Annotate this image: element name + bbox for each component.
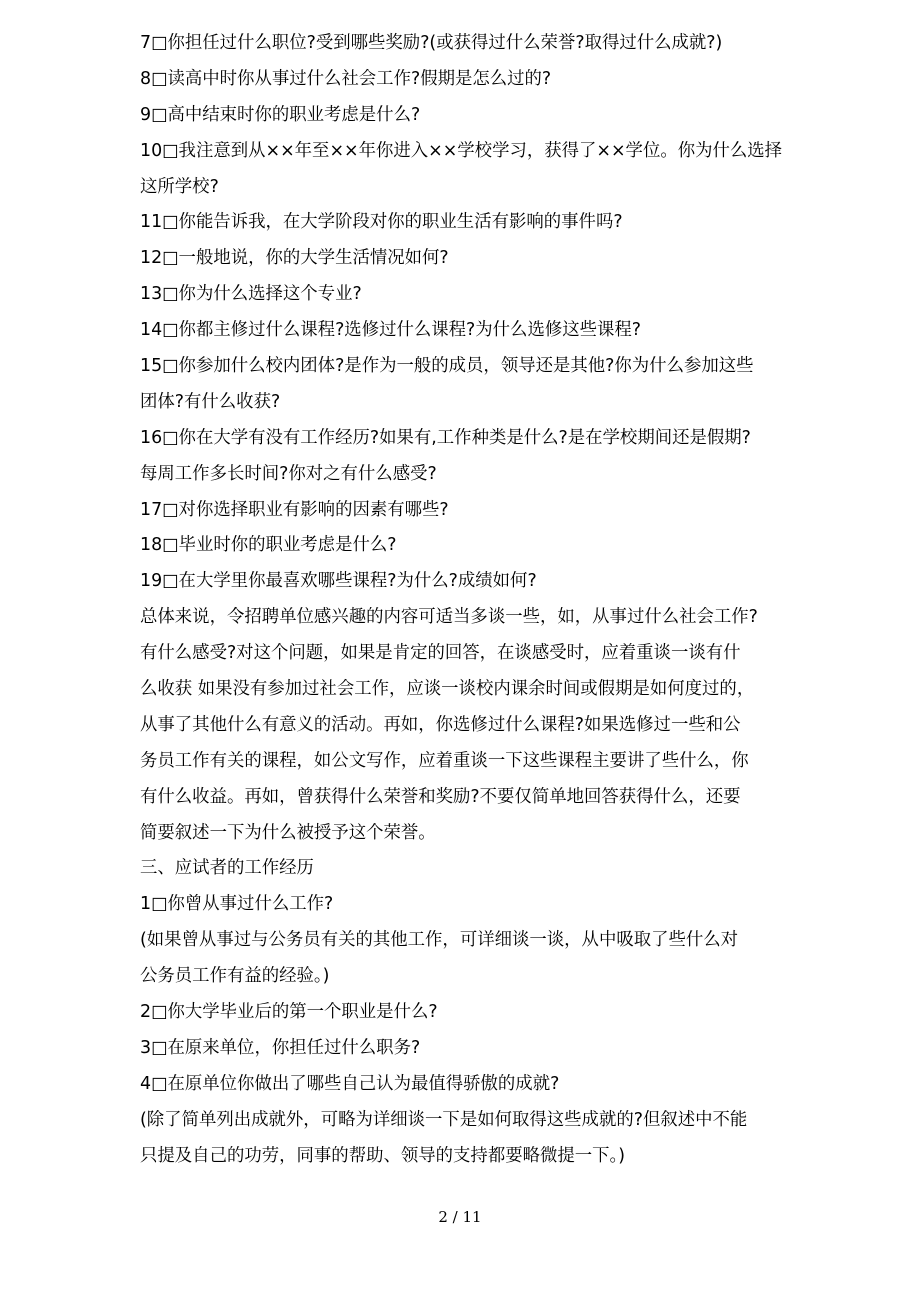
question-line: 14□你都主修过什么课程?选修过什么课程?为什么选修这些课程? <box>140 320 642 341</box>
note-line: (如果曾从事过与公务员有关的其他工作，可详细谈一谈，从中吸取了些什么对 <box>140 930 739 951</box>
question-continuation-line: 团体?有什么收获? <box>140 391 281 412</box>
question-line: 16□你在大学有没有工作经历?如果有,工作种类是什么?是在学校期间还是假期? <box>140 427 751 448</box>
question-line: 2□你大学毕业后的第一个职业是什么? <box>140 1002 438 1023</box>
question-line: 15□你参加什么校内团体?是作为一般的成员，领导还是其他?你为什么参加这些 <box>140 356 754 377</box>
note-line: (除了简单列出成就外，可略为详细谈一下是如何取得这些成就的?但叙述中不能 <box>140 1109 748 1130</box>
summary-paragraph-line: 总体来说，令招聘单位感兴趣的内容可适当多谈一些，如，从事过什么社会工作? <box>140 607 758 628</box>
summary-paragraph-line: 从事了其他什么有意义的活动。再如，你选修过什么课程?如果选修过一些和公 <box>140 714 741 735</box>
question-line: 11□你能告诉我，在大学阶段对你的职业生活有影响的事件吗? <box>140 212 623 233</box>
question-line: 3□在原来单位，你担任过什么职务? <box>140 1037 421 1058</box>
section-heading: 三、应试者的工作经历 <box>140 858 314 879</box>
question-line: 7□你担任过什么职位?受到哪些奖励?(或获得过什么荣誉?取得过什么成就?) <box>140 33 723 53</box>
question-line: 18□毕业时你的职业考虑是什么? <box>140 535 397 556</box>
question-line: 12□一般地说，你的大学生活情况如何? <box>140 248 449 269</box>
summary-paragraph-line: 简要叙述一下为什么被授予这个荣誉。 <box>140 822 436 843</box>
question-line: 10□我注意到从××年至××年你进入××学校学习，获得了××学位。你为什么选择 <box>140 140 783 161</box>
summary-paragraph-line: 有什么收益。再如，曾获得什么荣誉和奖励?不要仅简单地回答获得什么，还要 <box>140 786 741 807</box>
page-number: 2 / 11 <box>438 1208 482 1226</box>
question-line: 4□在原单位你做出了哪些自己认为最值得骄傲的成就? <box>140 1073 560 1094</box>
question-continuation-line: 每周工作多长时间?你对之有什么感受? <box>140 463 437 484</box>
note-line: 只提及自己的功劳，同事的帮助、领导的支持都要略微提一下。) <box>140 1145 626 1166</box>
summary-paragraph-line: 务员工作有关的课程，如公文写作，应着重谈一下这些课程主要讲了些什么，你 <box>140 750 749 771</box>
page-body <box>140 26 785 1175</box>
question-line: 13□你为什么选择这个专业? <box>140 284 362 305</box>
question-continuation-line: 这所学校? <box>140 176 219 197</box>
question-line: 9□高中结束时你的职业考虑是什么? <box>140 104 421 125</box>
question-line: 17□对你选择职业有影响的因素有哪些? <box>140 499 449 520</box>
note-line: 公务员工作有益的经验。) <box>140 966 330 987</box>
summary-paragraph-line: 有什么感受?对这个问题，如果是肯定的回答，在谈感受时，应着重谈一谈有什 <box>140 643 741 664</box>
summary-paragraph-line: 么收获 如果没有参加过社会工作，应谈一谈校内课余时间或假期是如何度过的， <box>140 679 755 700</box>
question-line: 19□在大学里你最喜欢哪些课程?为什么?成绩如何? <box>140 571 537 592</box>
question-line: 8□读高中时你从事过什么社会工作?假期是怎么过的? <box>140 68 552 89</box>
question-line: 1□你曾从事过什么工作? <box>140 894 334 915</box>
